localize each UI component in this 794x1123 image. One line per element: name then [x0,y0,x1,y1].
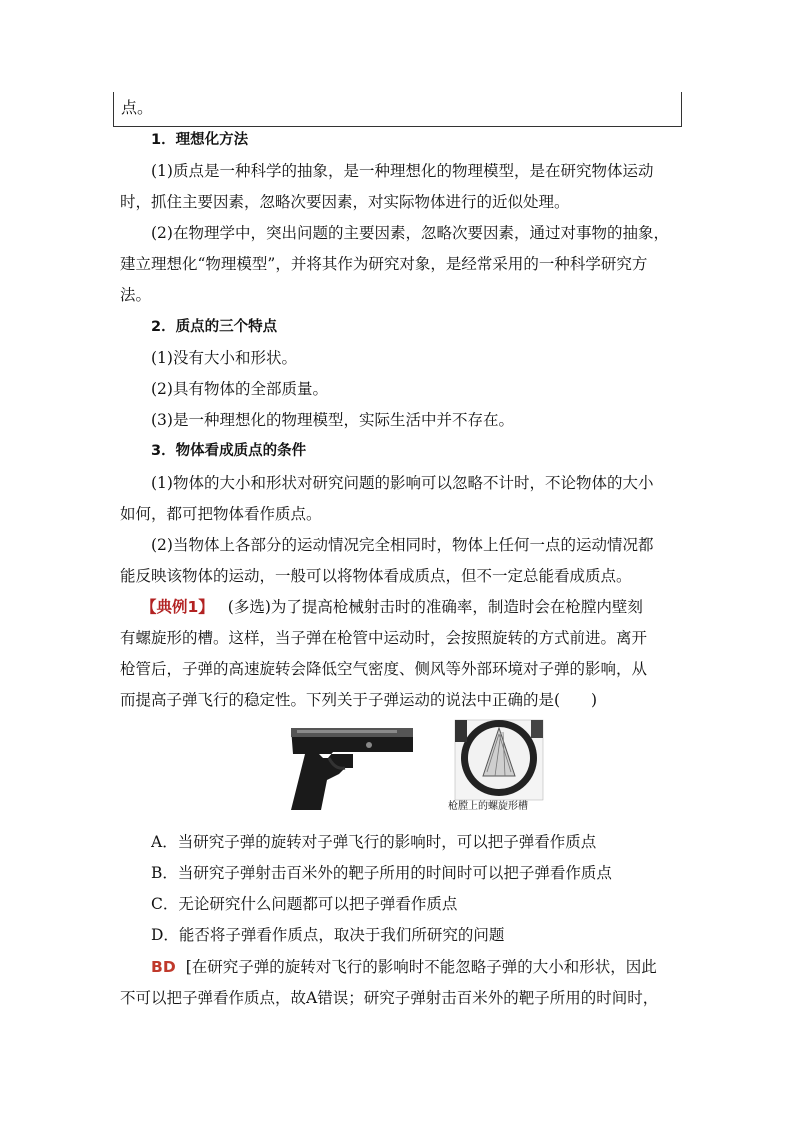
example-line4: 而提高子弹飞行的稳定性。下列关于子弹运动的说法中正确的是( ) [120,691,598,709]
section3-p2-line2: 能反映该物体的运动，一般可以将物体看成质点，但不一定总能看成质点。 [120,567,632,585]
pistol-icon [291,728,413,810]
answer-key: BD [151,958,176,976]
section1-p2-line3: 法。 [120,286,152,304]
rifling-icon [455,720,543,800]
option-a: A．当研究子弹的旋转对子弹飞行的影响时，可以把子弹看作质点 [151,833,597,851]
section1-heading: 1．理想化方法 [151,132,249,148]
section3-heading: 3．物体看成质点的条件 [151,443,307,459]
example-line2: 有螺旋形的槽。这样，当子弹在枪管中运动时，会按照旋转的方式前进。离开 [120,629,648,647]
section1-p2-line1: (2)在物理学中，突出问题的主要因素，忽略次要因素，通过对事物的抽象， [151,224,669,242]
section2-item3: (3)是一种理想化的物理模型，实际生活中并不存在。 [151,411,514,429]
section1-p1-line1: (1)质点是一种科学的抽象，是一种理想化的物理模型，是在研究物体运动 [151,162,654,180]
example-line1-text: (多选)为了提高枪械射击时的准确率，制造时会在枪膛内壁刻 [227,598,643,616]
example-line1 [141,597,681,617]
section3-p2-line1: (2)当物体上各部分的运动情况完全相同时，物体上任何一点的运动情况都 [151,536,654,554]
section3-p1-line2: 如何，都可把物体看作质点。 [120,505,322,523]
option-c: C．无论研究什么问题都可以把子弹看作质点 [151,895,458,913]
section2-item2: (2)具有物体的全部质量。 [151,380,328,398]
option-d: D．能否将子弹看作质点，取决于我们所研究的问题 [151,926,505,944]
section1-p2-line2: 建立理想化“物理模型”，并将其作为研究对象，是经常采用的一种科学研究方 [120,255,648,273]
section2-item1: (1)没有大小和形状。 [151,349,297,367]
box-text: 点。 [121,98,154,117]
answer-line1 [151,957,681,977]
answer-line2: 不可以把子弹看作质点，故A错误；研究子弹射击百米外的靶子所用的时间时， [120,989,659,1007]
answer-explain1: [在研究子弹的旋转对飞行的影响时不能忽略子弹的大小和形状，因此 [185,958,657,976]
section3-p1-line1: (1)物体的大小和形状对研究问题的影响可以忽略不计时，不论物体的大小 [151,474,654,492]
example-tag: 【典例1】 [141,598,214,616]
section1-p1-line2: 时，抓住主要因素，忽略次要因素，对实际物体进行的近似处理。 [120,193,570,211]
example-line3: 枪管后，子弹的高速旋转会降低空气密度、侧风等外部环境对子弹的影响，从 [120,660,648,678]
option-b: B．当研究子弹射击百米外的靶子所用的时间时可以把子弹看作质点 [151,864,612,882]
previous-box-fragment [113,92,682,127]
figure-caption: 枪膛上的螺旋形槽 [448,801,528,812]
section2-heading: 2．质点的三个特点 [151,319,278,335]
